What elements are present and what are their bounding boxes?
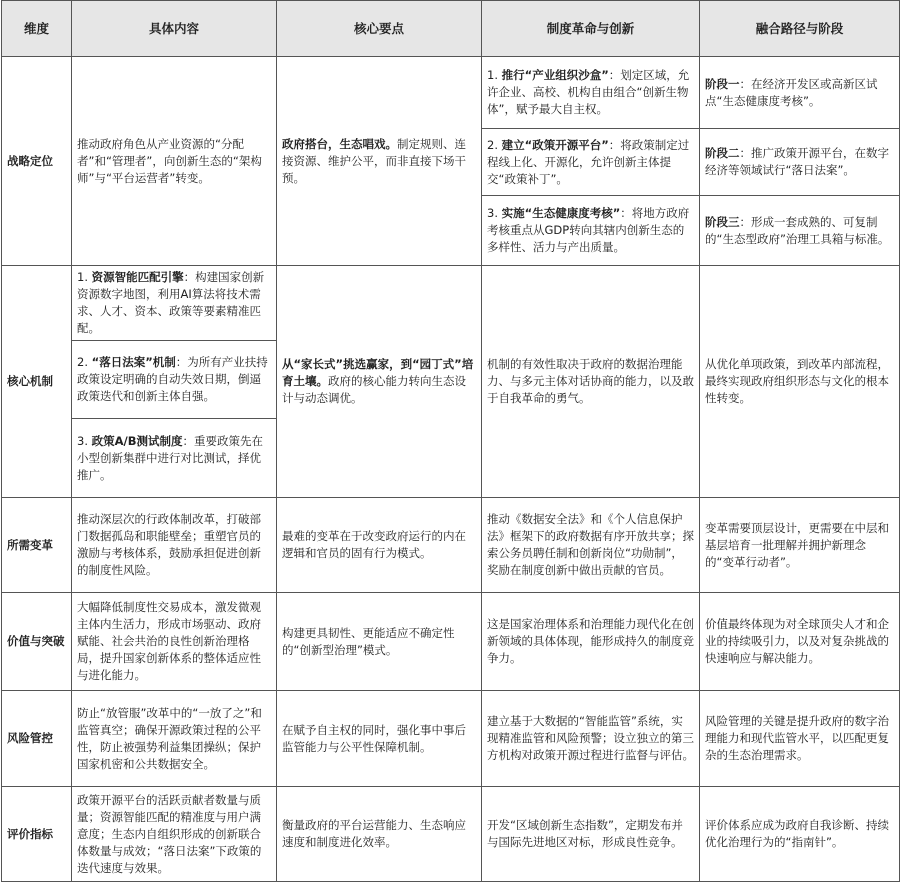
item-number: 1. — [77, 270, 92, 284]
path-cell: 价值最终体现为对全球顶尖人才和企业的持续吸引力，以及对复杂挑战的快速响应与解决能力。 — [700, 593, 900, 691]
item-text: ：将政策制定过程线上化、开源化，允许创新主体提交“政策补丁”。 — [487, 137, 690, 186]
path-cell: 从优化单项政策，到改革内部流程，最终实现政府组织形态与文化的根本性转变。 — [700, 266, 900, 498]
content-cell: 政策开源平台的活跃贡献者数量与质量；资源智能匹配的精准度与用户满意度；生态内自组织形成的创新联合体数量与成效；“落日法案”下政策的迭代速度与效果。 — [72, 787, 277, 882]
item-number: 3. — [487, 206, 502, 220]
content-cell: 推动政府角色从产业资源的“分配者”和“管理者”，向创新生态的“架构师”与“平台运营者”转变。 — [72, 57, 277, 266]
row-strategy — [2, 57, 900, 129]
row-mechanism — [2, 266, 900, 341]
content-cell — [72, 266, 277, 341]
stage-title: 阶段一 — [705, 76, 740, 91]
item-title: 政策A/B测试制度 — [91, 433, 183, 448]
stage-text: ：在经济开发区或高新区试点“生态健康度考核”。 — [705, 76, 878, 108]
path-cell: 风险管理的关键是提升政府的数字治理能力和现代监管水平，以匹配更复杂的生态治理需求。 — [700, 691, 900, 787]
core-text: 政府的核心能力转向生态设计与动态调优。 — [282, 374, 466, 405]
stage-title: 阶段二 — [705, 146, 740, 160]
header-content: 具体内容 — [72, 1, 277, 57]
item-text: ：划定区域，允许企业、高校、机构自由组合“创新生物体”，赋予最大自主权。 — [487, 68, 690, 116]
path-cell — [700, 57, 900, 129]
item-title: 实施“生态健康度考核” — [501, 206, 621, 220]
row-eval — [2, 787, 900, 882]
reform-cell: 推动《数据安全法》和《个人信息保护法》框架下的政府数据有序开放共享；探索公务员聘任制和创新岗位“功勋制”，奖励在制度创新中做出贡献的官员。 — [482, 498, 700, 593]
content-cell: 大幅降低制度性交易成本，激发微观主体内生活力，形成市场驱动、政府赋能、社会共治的良性创新治理格局，提升国家创新体系的整体适应性与进化能力。 — [72, 593, 277, 691]
item-number: 2. — [77, 355, 92, 369]
item-text: ：构建国家创新资源数字地图，利用AI算法将技术需求、人才、资本、政策等要素精准匹配。 — [77, 270, 265, 335]
core-cell — [277, 266, 482, 498]
item-text: ：重要政策先在小型创新集群中进行对比测试，择优推广。 — [77, 433, 264, 482]
core-bold: 从“家长式”挑选赢家，到“园丁式”培育土壤。 — [282, 357, 474, 388]
content-cell: 推动深层次的行政体制改革，打破部门数据孤岛和职能壁垒；重塑官员的激励与考核体系，鼓励承担促进创新的制度性风险。 — [72, 498, 277, 593]
content-cell — [72, 419, 277, 498]
path-cell — [700, 129, 900, 196]
stage-text: ：推广政策开源平台，在数字经济等领域试行“落日法案”。 — [705, 146, 889, 177]
header-dimension: 维度 — [2, 1, 72, 57]
core-cell: 衡量政府的平台运营能力、生态响应速度和制度进化效率。 — [277, 787, 482, 882]
core-cell: 在赋予自主权的同时，强化事中事后监管能力与公平性保障机制。 — [277, 691, 482, 787]
header-core: 核心要点 — [277, 1, 482, 57]
header-row — [2, 1, 900, 57]
content-cell — [72, 341, 277, 419]
core-cell: 最难的变革在于改变政府运行的内在逻辑和官员的固有行为模式。 — [277, 498, 482, 593]
reform-cell: 机制的有效性取决于政府的数据治理能力、与多元主体对话协商的能力，以及敢于自我革命的勇气。 — [482, 266, 700, 498]
reform-cell — [482, 196, 700, 266]
reform-cell — [482, 57, 700, 129]
item-text: ：将地方政府考核重点从GDP转向其辖内创新生态的多样性、活力与产出质量。 — [487, 206, 690, 254]
row-change — [2, 498, 900, 593]
item-title: 资源智能匹配引擎 — [91, 270, 184, 284]
dimension-cell: 战略定位 — [2, 57, 72, 266]
item-title: 建立“政策开源平台” — [501, 137, 609, 152]
dimension-cell: 核心机制 — [2, 266, 72, 498]
path-cell: 评价体系应成为政府自我诊断、持续优化治理行为的“指南针”。 — [700, 787, 900, 882]
item-text: ：为所有产业扶持政策设定明确的自动失效日期，倒逼政策迭代和创新主体自强。 — [77, 355, 268, 403]
dimension-cell: 风险管控 — [2, 691, 72, 787]
core-text: 制定规则、连接资源、维护公平，而非直接下场干预。 — [282, 136, 466, 185]
dimension-cell: 评价指标 — [2, 787, 72, 882]
row-risk — [2, 691, 900, 787]
matrix-table — [1, 0, 900, 882]
content-cell: 防止“放管服”改革中的“一放了之”和监管真空；确保开源政策过程的公平性，防止被强势利益集团操纵；保护国家机密和公共数据安全。 — [72, 691, 277, 787]
reform-cell — [482, 129, 700, 196]
core-cell: 构建更具韧性、更能适应不确定性的“创新型治理”模式。 — [277, 593, 482, 691]
stage-title: 阶段三 — [705, 214, 740, 229]
core-bold: 政府搭台，生态唱戏。 — [282, 136, 397, 151]
row-value — [2, 593, 900, 691]
dimension-cell: 价值与突破 — [2, 593, 72, 691]
item-number: 1. — [487, 68, 502, 82]
item-number: 3. — [77, 433, 92, 448]
item-number: 2. — [487, 137, 502, 152]
reform-cell: 建立基于大数据的“智能监管”系统，实现精准监管和风险预警；设立独立的第三方机构对政策开源过程进行监督与评估。 — [482, 691, 700, 787]
path-cell — [700, 196, 900, 266]
reform-cell: 开发“区域创新生态指数”，定期发布并与国际先进地区对标，形成良性竞争。 — [482, 787, 700, 882]
core-cell — [277, 57, 482, 266]
item-title: “落日法案”机制 — [91, 355, 176, 369]
reform-cell: 这是国家治理体系和治理能力现代化在创新领域的具体体现，能形成持久的制度竞争力。 — [482, 593, 700, 691]
dimension-cell: 所需变革 — [2, 498, 72, 593]
path-cell: 变革需要顶层设计，更需要在中层和基层培育一批理解并拥护新理念的“变革行动者”。 — [700, 498, 900, 593]
stage-text: ：形成一套成熟的、可复制的“生态型政府”治理工具箱与标准。 — [705, 214, 890, 246]
header-path: 融合路径与阶段 — [700, 1, 900, 57]
item-title: 推行“产业组织沙盒” — [501, 68, 609, 82]
header-reform: 制度革命与创新 — [482, 1, 700, 57]
